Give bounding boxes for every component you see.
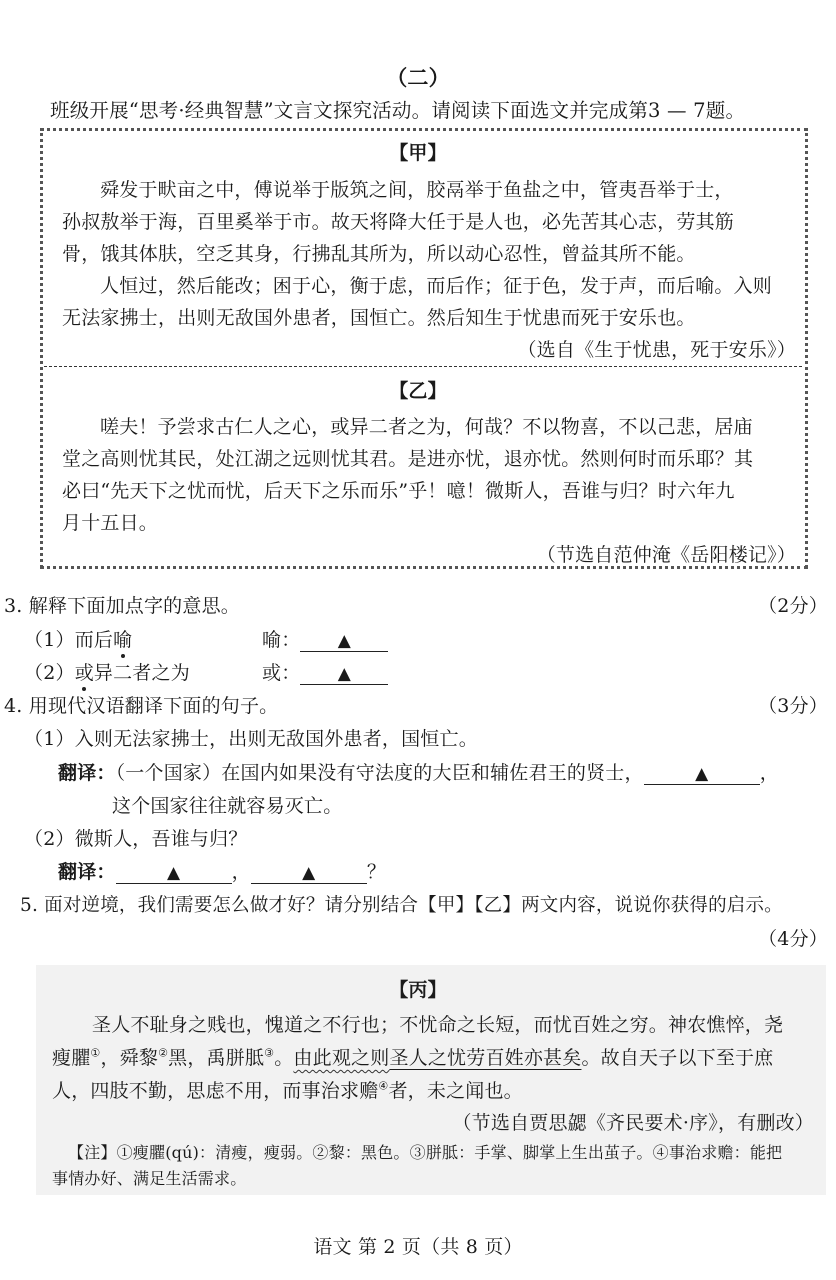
frame-right-border	[805, 128, 808, 568]
q3-item2: （2）或异二者之为	[24, 658, 190, 685]
jia-line: 孙叔敖举于海，百里奚举于市。故天将降大任于是人也，必先苦其心志，劳其筋	[62, 211, 735, 233]
q3-answer1: 喻： ▲	[262, 625, 388, 652]
q4-stem: 4. 用现代汉语翻译下面的句子。	[4, 695, 279, 717]
bing-line: 圣人不耻身之贱也，愧道之不行也；不忧命之长短，而忧百姓之穷。神农憔悴，尧	[92, 1014, 784, 1036]
q4-translation2: 翻译： ▲ ， ▲ ？	[58, 861, 387, 883]
yi-source: （节选自范仲淹《岳阳楼记》）	[536, 544, 796, 566]
q4-translation1-line2: 这个国家往往就容易灭亡。	[112, 795, 343, 817]
q4-item1: （1）入则无法家拂士，出则无敌国外患者，国恒亡。	[24, 728, 478, 750]
jia-line: 人恒过，然后能改；困于心，衡于虑，而后作；征于色，发于声，而后喻。入则	[100, 275, 773, 297]
q4-score: （3分）	[758, 695, 828, 717]
section-title: （二）	[386, 65, 450, 90]
q3-item1: （1）而后喻	[24, 625, 132, 652]
yi-line: 堂之高则忧其民，处江湖之远则忧其君。是进亦忧，退亦忧。然则何时而乐耶？其	[62, 448, 754, 470]
bing-line: 人，四肢不勤，思虑不用，而事治求赡④者，未之闻也。	[52, 1079, 523, 1102]
yi-title: 【乙】	[389, 380, 447, 402]
intro-text: 班级开展“思考·经典智慧”文言文探究活动。请阅读下面选文并完成第3 — 7题。	[50, 99, 746, 122]
q3-score: （2分）	[758, 595, 828, 617]
yi-line: 必曰“先天下之忧而忧，后天下之乐而乐”乎！噫！微斯人，吾谁与归？时六年九	[62, 480, 735, 502]
answer-blank[interactable]: ▲	[300, 664, 388, 685]
answer-blank[interactable]: ▲	[116, 863, 232, 884]
jia-source: （选自《生于忧患，死于安乐》）	[517, 339, 796, 361]
q5-stem: 5. 面对逆境，我们需要怎么做才好？请分别结合【甲】【乙】两文内容，说说你获得的启示。	[20, 895, 783, 916]
q4-translation1: 翻译：（一个国家）在国内如果没有守法度的大臣和辅佐君王的贤士， ▲ ，	[58, 762, 779, 784]
yi-line: 嗟夫！予尝求古仁人之心，或异二者之为，何哉？不以物喜，不以己悲，居庙	[100, 416, 753, 438]
frame-top-border	[40, 128, 808, 131]
q3-answer2: 或： ▲	[262, 658, 388, 685]
bing-line: 瘦臞①，舜黎②黑，禹胼胝③。由此观之则圣人之忧劳百姓亦甚矣。故自天子以下至于庶	[52, 1046, 774, 1069]
page-footer: 语文 第 2 页（共 8 页）	[313, 1236, 523, 1258]
answer-blank[interactable]: ▲	[251, 863, 367, 884]
bing-source: （节选自贾思勰《齐民要术·序》，有删改）	[452, 1112, 814, 1134]
bing-title: 【丙】	[389, 979, 447, 1001]
underlined-phrase: 圣人之忧劳百姓亦甚矣	[389, 1047, 582, 1069]
frame-left-border	[40, 128, 43, 568]
section-divider	[44, 366, 802, 367]
answer-blank[interactable]: ▲	[300, 631, 388, 652]
q4-item2: （2）微斯人，吾谁与归？	[24, 828, 248, 850]
answer-blank[interactable]: ▲	[644, 764, 760, 785]
bing-note: 事情办好、满足生活需求。	[52, 1169, 247, 1188]
q3-stem: 3. 解释下面加点字的意思。	[4, 595, 240, 617]
wavy-underlined-phrase: 由此观之则	[293, 1047, 390, 1069]
jia-line: 舜发于畎亩之中，傅说举于版筑之间，胶鬲举于鱼盐之中，管夷吾举于士，	[100, 179, 734, 201]
jia-line: 无法家拂士，出则无敌国外患者，国恒亡。然后知生于忧患而死于安乐也。	[62, 307, 696, 329]
q5-score: （4分）	[758, 928, 828, 950]
bing-note: 【注】①瘦臞(qú)：清瘦，瘦弱。②黎：黑色。③胼胝：手掌、脚掌上生出茧子。④事治求赡：能把	[68, 1143, 783, 1162]
jia-title: 【甲】	[389, 142, 447, 164]
yi-line: 月十五日。	[62, 512, 159, 534]
jia-line: 骨，饿其体肤，空乏其身，行拂乱其所为，所以动心忍性，曾益其所不能。	[62, 243, 696, 265]
